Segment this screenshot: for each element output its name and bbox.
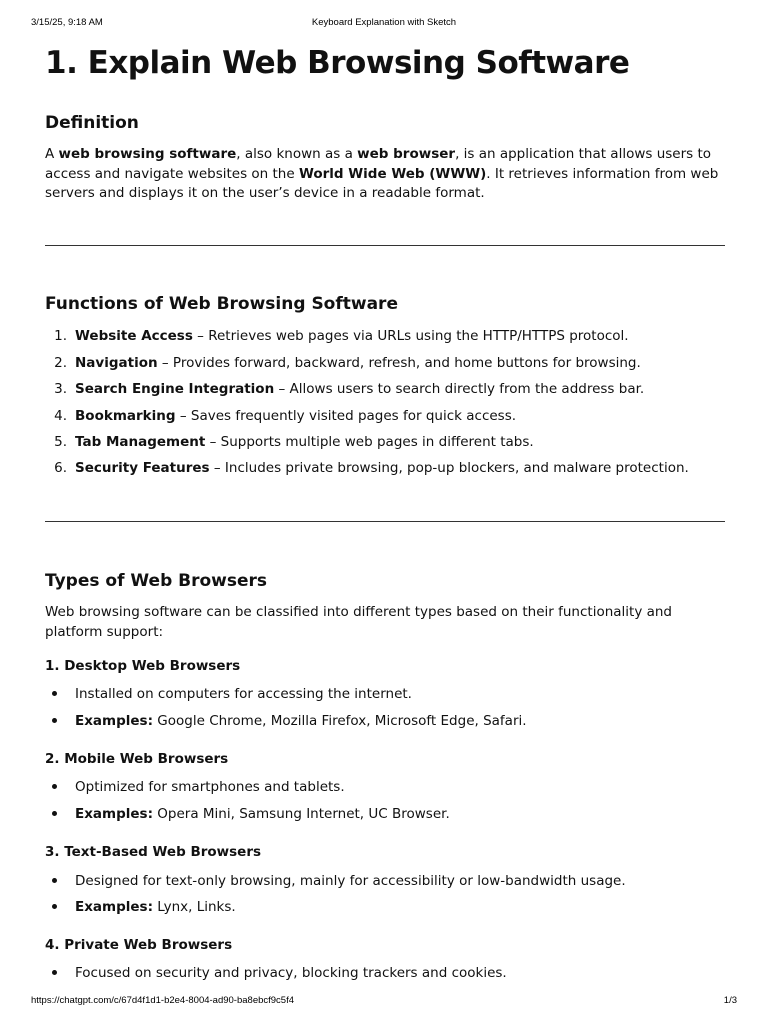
- bullet-icon: [52, 718, 57, 723]
- definition-heading: Definition: [45, 113, 139, 133]
- list-item: 4. Bookmarking – Saves frequently visited pages for quick access.: [54, 408, 517, 424]
- bullet-icon: [52, 784, 57, 789]
- print-footer: [0, 995, 768, 1009]
- types-heading: Types of Web Browsers: [45, 571, 268, 591]
- subsection-heading: 4. Private Web Browsers: [45, 937, 233, 953]
- print-datetime: 3/15/25, 9:18 AM: [31, 17, 103, 28]
- types-intro: Web browsing software can be classified into different types based on their functionality and platform support:: [45, 604, 673, 640]
- list-item: Focused on security and privacy, blocking trackers and cookies.: [45, 963, 725, 983]
- list-item: Examples: Google Chrome, Mozilla Firefox, Microsoft Edge, Safari.: [45, 711, 725, 731]
- list-item: 5. Tab Management – Supports multiple web pages in different tabs.: [54, 434, 534, 450]
- page-title: 1. Explain Web Browsing Software: [45, 45, 630, 81]
- functions-heading: Functions of Web Browsing Software: [45, 294, 398, 314]
- term-www: World Wide Web (WWW): [298, 165, 487, 182]
- page-number: 1/3: [723, 995, 737, 1006]
- print-header: [0, 17, 768, 31]
- list-item: Installed on computers for accessing the internet.: [45, 684, 725, 704]
- print-doc-title: Keyboard Explanation with Sketch: [311, 17, 457, 28]
- subsection-heading: 2. Mobile Web Browsers: [45, 751, 229, 767]
- bullet-icon: [52, 811, 57, 816]
- bullet-icon: [52, 970, 57, 975]
- list-item: Optimized for smartphones and tablets.: [45, 777, 725, 797]
- list-item: Examples: Opera Mini, Samsung Internet, UC Browser.: [45, 804, 725, 824]
- list-item: 3. Search Engine Integration – Allows users to search directly from the address bar.: [54, 381, 645, 397]
- section-divider: [45, 521, 725, 522]
- list-item: 2. Navigation – Provides forward, backward, refresh, and home buttons for browsing.: [54, 355, 641, 371]
- list-item: 6. Security Features – Includes private browsing, pop-up blockers, and malware protection.: [54, 460, 689, 476]
- bullet-icon: [52, 691, 57, 696]
- subsection-heading: 3. Text-Based Web Browsers: [45, 844, 262, 860]
- subsection-heading: 1. Desktop Web Browsers: [45, 658, 241, 674]
- bullet-icon: [52, 904, 57, 909]
- bullet-icon: [52, 878, 57, 883]
- term-web-browser: web browser: [357, 146, 456, 162]
- list-item: Examples: Lynx, Links.: [45, 897, 725, 917]
- print-url: https://chatgpt.com/c/67d4f1d1-b2e4-8004-ad90-ba8ebcf9c5f4: [31, 995, 295, 1006]
- list-item: Designed for text-only browsing, mainly for accessibility or low-bandwidth usage.: [45, 871, 725, 891]
- term-web-browsing-software: web browsing software: [58, 146, 237, 162]
- list-item: 1. Website Access – Retrieves web pages via URLs using the HTTP/HTTPS protocol.: [54, 328, 629, 344]
- section-divider: [45, 245, 725, 246]
- definition-paragraph: A web browsing software, also known as a web browser, is an application that allows users to access and navigate websites on the World Wide Web (WWW). It retrieves information from web servers and displays it on the user’s device in a readable format.: [45, 146, 719, 201]
